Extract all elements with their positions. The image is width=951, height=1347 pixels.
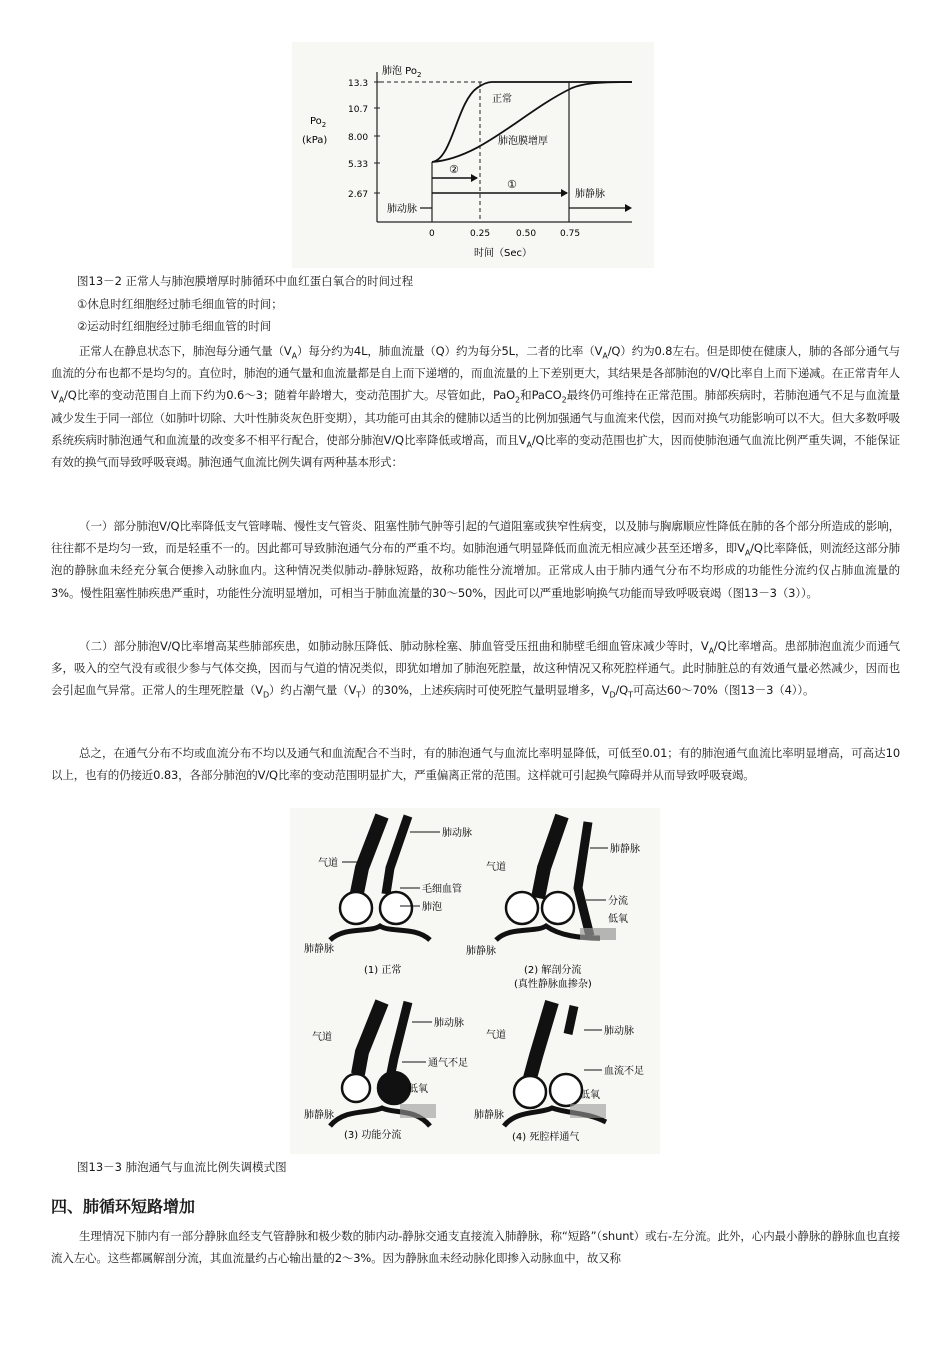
label-pulmonary-vein: 肺静脉 [575,189,605,200]
y-axis-unit: (kPa) [302,135,328,146]
label-airway: 气道 [312,1032,332,1043]
figure-13-2 [292,42,654,268]
label-vessel: 肺静脉 [610,844,640,855]
panel-dead-space-ventilation [474,1002,644,1143]
figure-13-2-caption: 图13－2 正常人与肺泡膜增厚时肺循环中血红蛋白氧合的时间过程 [77,274,414,288]
label-vein: 肺静脉 [474,1110,504,1121]
label-normal: 正常 [492,94,512,105]
paragraph-shunt: 生理情况下肺内有一部分静脉血经支气管静脉和极少数的肺内动-静脉交通支直接流入肺静脉，称“短路”（shunt）或右-左分流。此外，心内最小静脉的静脉血也直接流入左心。这些都属解剖分流，其血流量约占心输出量的2～3%。因为静脉血未经动脉化即掺入动脉血中，故又称 [51,1229,900,1266]
x-tick-0: 0 [429,229,435,239]
normal-curve [432,82,632,162]
oxygenation-chart [292,42,654,268]
label-vein: 肺静脉 [466,946,496,957]
x-tick-0.25: 0.25 [470,229,491,239]
x-axis-label: 时间（Sec） [474,248,532,259]
vq-mismatch-diagram [290,808,660,1154]
figure-13-3-caption: 图13－3 肺泡通气与血流比例失调模式图 [77,1160,287,1174]
label-artery: 肺动脉 [442,828,472,839]
caption-true-venous-admixture: (真性静脉血掺杂) [514,979,592,990]
label-capillary: 毛细血管 [422,884,462,895]
x-tick-0.75: 0.75 [560,229,581,239]
section-heading: 四、肺循环短路增加 [51,1197,196,1216]
alveolus-left [340,892,372,924]
y-ticks [348,79,380,200]
y-axis-label: $Po_2$ [310,116,327,129]
caption-functional-shunt: (3) 功能分流 [344,1130,402,1141]
label-shunt: 分流 [608,896,628,907]
label-low-flow: 血流不足 [604,1066,644,1077]
marker-1: ① [507,178,517,191]
label-vein: 肺静脉 [304,944,334,955]
artery-tube [386,816,408,894]
hypoventilated-alveolus [378,1072,410,1104]
alveolus-right [380,892,412,924]
y-tick-10.7: 10.7 [348,105,369,115]
panel-normal [304,816,472,976]
paragraph-vq-increased: （二）部分肺泡V/Q比率增高某些肺部疾患，如肺动脉压降低、肺动脉栓塞、肺血管受压扭曲和肺壁毛细血管床减少等时，$V_A/Q$比率增高。患部肺泡血流少而通气多，吸入的空气没有或很少参与气体交换，因而与气道的情况类似，即犹如增加了肺泡死腔量，故这种情况又称死腔样通气。此时肺脏总的有效通气量必然减少，因而也会引起血气异常。正常人的生理死腔量$(V_D)$约占潮气量$(V_T)$的30%，上述疾病时可使死腔气量明显增多，$V_D/Q_T$可高达60～70%（图13－3（4））。 [51,639,901,700]
figure-13-2-note-1: ①休息时红细胞经过肺毛细血管的时间； [77,297,283,311]
figure-13-3 [290,808,660,1154]
label-airway: 气道 [486,1030,506,1041]
caption-anatomical-shunt: (2) 解剖分流 [524,965,582,976]
caption-normal: (1) 正常 [364,965,402,976]
label-low-oxygen: 低氧 [408,1084,428,1095]
caption-dead-space: (4) 死腔样通气 [512,1132,580,1143]
label-airway: 气道 [318,858,338,869]
x-tick-0.50: 0.50 [516,229,537,239]
label-pulmonary-artery: 肺动脉 [387,204,417,215]
y-tick-5.33: 5.33 [348,160,369,170]
panel-anatomical-shunt [466,816,640,990]
label-thickened-membrane: 肺泡膜增厚 [498,136,548,147]
y-tick-8.00: 8.00 [348,133,369,143]
paragraph-vq-decreased: （一）部分肺泡V/Q比率降低支气管哮喘、慢性支气管炎、阻塞性肺气肿等引起的气道阻塞或狭窄性病变，以及肺与胸廓顺应性降低在肺的各个部分所造成的影响，往往都不是均匀一致，而是轻重不一的。因此都可导致肺泡通气分布的严重不均。如肺泡通气明显降低而血流无相应减少甚至还增多，即$V_A/Q$比率降低，则流经这部分肺泡的静脉血未经充分氧合便掺入动脉血内。这种情况类似肺动-静脉短路，故称功能性分流增加。正常成人由于肺内通气分布不均形成的功能性分流约仅占肺血流量的3%。慢性阻塞性肺疾患严重时，功能性分流明显增加，可相当于肺血流量的30～50%，因此可以严重地影响换气功能而导致呼吸衰竭（图13－3（3））。 [51,519,901,600]
label-alveolus: 肺泡 [422,902,442,913]
label-hypoventilation: 通气不足 [428,1058,468,1069]
airway-tube [356,816,382,898]
label-vein: 肺静脉 [304,1110,334,1121]
marker-2: ② [449,163,459,176]
chart-title: 肺泡 $Po_2$ [382,66,422,79]
label-airway: 气道 [486,862,506,873]
panel-functional-shunt [304,1002,468,1141]
paragraph-summary: 总之，在通气分布不均或血流分布不均以及通气和血流配合不当时，有的肺泡通气与血流比率明显降低，可低至0.01；有的肺泡通气血流比率明显增高，可高达10以上，也有的仍接近0.83，各部分肺泡的V/Q比率的变动范围明显扩大，严重偏离正常的范围。这样就可引起换气障碍并从而导致呼吸衰竭。 [51,746,900,783]
label-low-oxygen: 低氧 [580,1090,600,1101]
y-tick-13.3: 13.3 [348,79,369,89]
figure-13-2-note-2: ②运动时红细胞经过肺毛细血管的时间 [77,319,272,333]
label-artery: 肺动脉 [434,1018,464,1029]
paragraph-va-q-normal: 正常人在静息状态下，肺泡每分通气量$(V_A)$每分约为4L，肺血流量（Q）约为每分5L，二者的比率$(V_A/Q)$约为0.8左右。但是即使在健康人，肺的各部分通气与血流的分布也都不是均匀的。直位时，肺泡的通气量和血流量都是自上而下递增的，而血流量的上下差别更大，其结果是各部肺泡的V/Q比率自上而下递减。在正常青年人$V_A/Q$比率的变动范围自上而下约为0.6～3；随着年龄增大，变动范围扩大。尽管如此，PaO$_2$和PaCO$_2$最终仍可维持在正常范围。肺部疾病时，若肺泡通气不足与血流量减少发生于同一部位（如肺叶切除、大叶性肺炎灰色肝变期），其功能可由其余的健肺以适当的比例加强通气与血流来代偿，因而对换气功能影响可以不大。但大多数呼吸系统疾病时肺泡通气和血流量的改变多不相平行配合，使部分肺泡V/Q比率降低或增高，而且$V_A/Q$比率的变动范围也扩大，因而使肺泡通气血流比例严重失调，不能保证有效的换气而导致呼吸衰竭。肺泡通气血流比例失调有两种基本形式： [51,344,901,470]
label-low-oxygen: 低氧 [608,914,628,925]
y-tick-2.67: 2.67 [348,190,369,200]
thickened-curve [432,82,632,162]
label-artery: 肺动脉 [604,1026,634,1037]
low-oxygen-fill [580,928,616,940]
vein-tube [330,926,430,940]
